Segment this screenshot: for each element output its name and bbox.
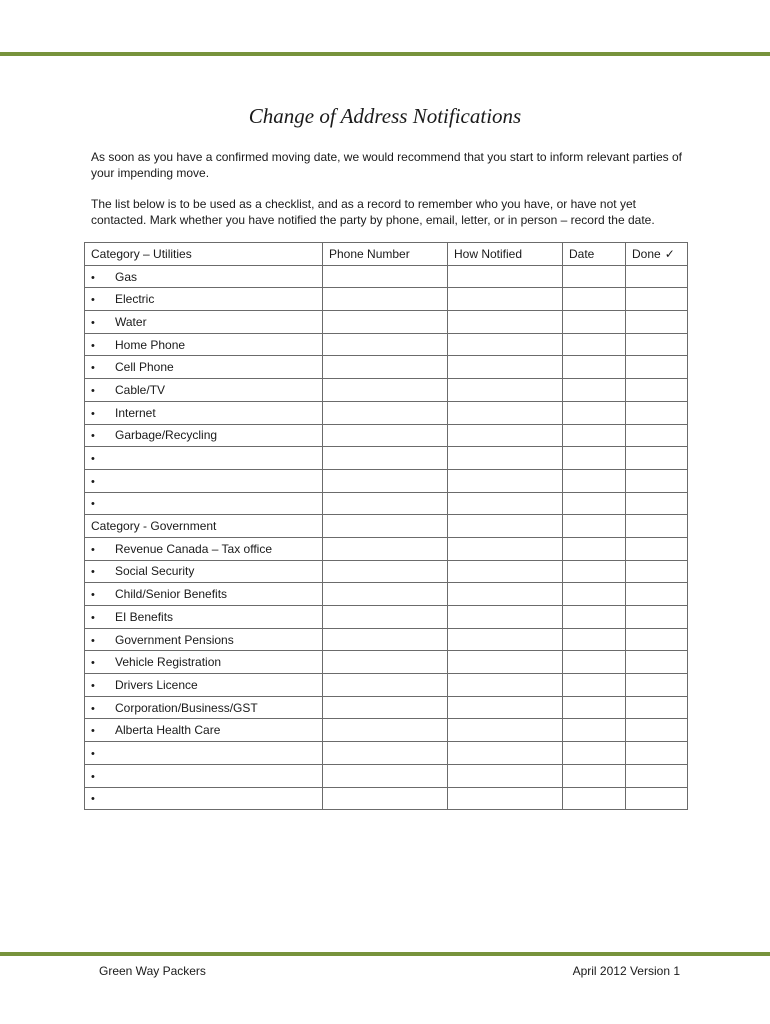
header-how-notified: How Notified — [448, 243, 563, 266]
intro-paragraph: As soon as you have a confirmed moving date, we would recommend that you start to inform relevant parties of your impending move. — [91, 150, 682, 180]
bullet-icon: • — [91, 362, 95, 375]
utilities-item-cell — [85, 379, 323, 402]
date-cell[interactable] — [563, 401, 626, 424]
item-label: Government Pensions — [115, 632, 234, 647]
how-notified-cell[interactable] — [448, 424, 563, 447]
government-item-cell — [85, 560, 323, 583]
bullet-icon: • — [91, 679, 95, 692]
government-item-cell — [85, 674, 323, 697]
how-notified-cell[interactable] — [448, 492, 563, 515]
done-cell[interactable] — [626, 696, 688, 719]
how-notified-cell[interactable] — [448, 606, 563, 629]
bullet-icon: • — [91, 611, 95, 624]
done-cell[interactable] — [626, 606, 688, 629]
done-cell[interactable] — [626, 424, 688, 447]
how-notified-cell[interactable] — [448, 356, 563, 379]
top-rule — [0, 52, 770, 56]
how-notified-cell[interactable] — [448, 787, 563, 810]
utilities-item-cell — [85, 333, 323, 356]
how-notified-cell[interactable] — [448, 696, 563, 719]
table-row — [85, 628, 688, 651]
phone-number-cell[interactable] — [323, 583, 448, 606]
done-cell[interactable] — [626, 764, 688, 787]
checklist-table — [84, 242, 688, 810]
item-label: Social Security — [115, 564, 195, 579]
date-cell[interactable] — [563, 651, 626, 674]
date-cell[interactable] — [563, 537, 626, 560]
table-row — [85, 379, 688, 402]
table-row — [85, 764, 688, 787]
table-row — [85, 356, 688, 379]
instructions-paragraph: The list below is to be used as a checklist, and as a record to remember who you have, or have not yet contacted. Mark whether you have notified the party by phone, email, letter, or in person – record the date. — [91, 197, 655, 227]
done-cell[interactable] — [626, 447, 688, 470]
government-item-cell — [85, 583, 323, 606]
category-government-row — [85, 515, 688, 538]
how-notified-cell[interactable] — [448, 719, 563, 742]
header-done — [626, 243, 688, 266]
item-label: Cable/TV — [115, 382, 166, 397]
item-label: Drivers Licence — [115, 677, 198, 692]
item-label: Electric — [115, 292, 155, 307]
header-phone-number: Phone Number — [323, 243, 448, 266]
bullet-icon: • — [91, 316, 95, 329]
how-notified-cell[interactable] — [448, 311, 563, 334]
phone-number-cell[interactable] — [323, 469, 448, 492]
table-row — [85, 674, 688, 697]
how-notified-cell[interactable] — [448, 469, 563, 492]
table-row — [85, 447, 688, 470]
done-cell[interactable] — [626, 742, 688, 765]
utilities-item-cell — [85, 469, 323, 492]
table-row — [85, 424, 688, 447]
done-cell[interactable] — [626, 333, 688, 356]
date-cell[interactable] — [563, 333, 626, 356]
phone-number-cell[interactable] — [323, 537, 448, 560]
how-notified-cell[interactable] — [448, 674, 563, 697]
date-cell[interactable] — [563, 379, 626, 402]
done-cell[interactable] — [626, 288, 688, 311]
footer-version: April 2012 Version 1 — [572, 964, 680, 978]
item-label: Garbage/Recycling — [115, 428, 218, 443]
table-row — [85, 265, 688, 288]
utilities-item-cell — [85, 288, 323, 311]
item-label: Gas — [115, 269, 138, 284]
done-cell[interactable] — [626, 787, 688, 810]
date-cell[interactable] — [563, 583, 626, 606]
date-cell[interactable] — [563, 787, 626, 810]
phone-number-cell[interactable] — [323, 628, 448, 651]
date-cell[interactable] — [563, 742, 626, 765]
utilities-item-cell — [85, 424, 323, 447]
how-notified-cell[interactable] — [448, 583, 563, 606]
done-cell[interactable] — [626, 583, 688, 606]
done-cell[interactable] — [626, 379, 688, 402]
government-item-cell — [85, 719, 323, 742]
done-cell[interactable] — [626, 560, 688, 583]
done-cell[interactable] — [626, 651, 688, 674]
bottom-rule — [0, 952, 770, 956]
how-notified-cell[interactable] — [448, 401, 563, 424]
done-cell[interactable] — [626, 674, 688, 697]
done-cell[interactable] — [626, 719, 688, 742]
done-cell[interactable] — [626, 492, 688, 515]
date-cell[interactable] — [563, 606, 626, 629]
item-label: Child/Senior Benefits — [115, 587, 228, 602]
bullet-icon: • — [91, 566, 95, 579]
date-cell[interactable] — [563, 560, 626, 583]
item-label: Home Phone — [115, 337, 186, 352]
how-notified-cell[interactable] — [448, 379, 563, 402]
bullet-icon: • — [91, 770, 95, 783]
done-cell[interactable] — [626, 401, 688, 424]
date-cell[interactable] — [563, 492, 626, 515]
date-cell[interactable] — [563, 628, 626, 651]
table-row — [85, 288, 688, 311]
phone-number-cell[interactable] — [323, 288, 448, 311]
item-label: Vehicle Registration — [115, 655, 222, 670]
table-row — [85, 719, 688, 742]
government-item-cell — [85, 651, 323, 674]
phone-number-cell[interactable] — [323, 719, 448, 742]
item-label: Alberta Health Care — [115, 723, 221, 738]
table-row — [85, 311, 688, 334]
date-cell[interactable] — [563, 515, 626, 538]
phone-number-cell[interactable] — [323, 379, 448, 402]
done-cell[interactable] — [626, 265, 688, 288]
table-row — [85, 696, 688, 719]
phone-number-cell[interactable] — [323, 764, 448, 787]
date-cell[interactable] — [563, 424, 626, 447]
bullet-icon: • — [91, 430, 95, 443]
item-label: EI Benefits — [115, 609, 174, 624]
bullet-icon: • — [91, 543, 95, 556]
utilities-item-cell — [85, 492, 323, 515]
government-item-cell — [85, 764, 323, 787]
phone-number-cell[interactable] — [323, 265, 448, 288]
table-row — [85, 787, 688, 810]
phone-number-cell[interactable] — [323, 696, 448, 719]
phone-number-cell[interactable] — [323, 606, 448, 629]
bullet-icon: • — [91, 702, 95, 715]
phone-number-cell[interactable] — [323, 492, 448, 515]
phone-number-cell[interactable] — [323, 787, 448, 810]
bullet-icon: • — [91, 725, 95, 738]
table-header-row — [85, 243, 688, 266]
government-item-cell — [85, 787, 323, 810]
bullet-icon: • — [91, 634, 95, 647]
how-notified-cell[interactable] — [448, 764, 563, 787]
how-notified-cell[interactable] — [448, 560, 563, 583]
date-cell[interactable] — [563, 719, 626, 742]
bullet-icon: • — [91, 384, 95, 397]
phone-number-cell[interactable] — [323, 515, 448, 538]
header-date: Date — [563, 243, 626, 266]
done-cell[interactable] — [626, 537, 688, 560]
how-notified-cell[interactable] — [448, 288, 563, 311]
date-cell[interactable] — [563, 288, 626, 311]
date-cell[interactable] — [563, 764, 626, 787]
bullet-icon: • — [91, 453, 95, 466]
table-row — [85, 401, 688, 424]
bullet-icon: • — [91, 747, 95, 760]
page-title: Change of Address Notifications — [248, 104, 522, 128]
item-label: Internet — [115, 405, 156, 420]
table-row — [85, 333, 688, 356]
footer-company: Green Way Packers — [99, 964, 206, 978]
date-cell[interactable] — [563, 447, 626, 470]
bullet-icon: • — [91, 793, 95, 806]
phone-number-cell[interactable] — [323, 742, 448, 765]
utilities-item-cell — [85, 265, 323, 288]
bullet-icon: • — [91, 589, 95, 602]
utilities-item-cell — [85, 356, 323, 379]
bullet-icon: • — [91, 339, 95, 352]
how-notified-cell[interactable] — [448, 515, 563, 538]
done-cell[interactable] — [626, 628, 688, 651]
bullet-icon: • — [91, 294, 95, 307]
government-item-cell — [85, 742, 323, 765]
table-row — [85, 537, 688, 560]
government-item-cell — [85, 537, 323, 560]
how-notified-cell[interactable] — [448, 537, 563, 560]
table-row — [85, 469, 688, 492]
bullet-icon: • — [91, 657, 95, 670]
category-government-label: Category - Government — [85, 515, 323, 538]
government-item-cell — [85, 628, 323, 651]
phone-number-cell[interactable] — [323, 447, 448, 470]
how-notified-cell[interactable] — [448, 651, 563, 674]
bullet-icon: • — [91, 271, 95, 284]
phone-number-cell[interactable] — [323, 356, 448, 379]
phone-number-cell[interactable] — [323, 651, 448, 674]
how-notified-cell[interactable] — [448, 333, 563, 356]
how-notified-cell[interactable] — [448, 628, 563, 651]
date-cell[interactable] — [563, 265, 626, 288]
utilities-item-cell — [85, 447, 323, 470]
how-notified-cell[interactable] — [448, 742, 563, 765]
phone-number-cell[interactable] — [323, 311, 448, 334]
table-row — [85, 651, 688, 674]
date-cell[interactable] — [563, 356, 626, 379]
done-cell[interactable] — [626, 356, 688, 379]
date-cell[interactable] — [563, 696, 626, 719]
date-cell[interactable] — [563, 311, 626, 334]
item-label: Water — [115, 314, 147, 329]
table-row — [85, 560, 688, 583]
checkmark-icon: ✓ — [664, 246, 675, 261]
how-notified-cell[interactable] — [448, 447, 563, 470]
phone-number-cell[interactable] — [323, 333, 448, 356]
done-cell[interactable] — [626, 515, 688, 538]
header-done-label: Done — [632, 246, 661, 261]
bullet-icon: • — [91, 498, 95, 511]
item-label: Cell Phone — [115, 360, 174, 375]
phone-number-cell[interactable] — [323, 560, 448, 583]
bullet-icon: • — [91, 475, 95, 488]
phone-number-cell[interactable] — [323, 401, 448, 424]
utilities-item-cell — [85, 401, 323, 424]
government-item-cell — [85, 606, 323, 629]
phone-number-cell[interactable] — [323, 424, 448, 447]
date-cell[interactable] — [563, 469, 626, 492]
done-cell[interactable] — [626, 469, 688, 492]
utilities-item-cell — [85, 311, 323, 334]
item-label: Revenue Canada – Tax office — [115, 541, 273, 556]
done-cell[interactable] — [626, 311, 688, 334]
table-row — [85, 583, 688, 606]
table-row — [85, 742, 688, 765]
bullet-icon: • — [91, 407, 95, 420]
table-row — [85, 606, 688, 629]
government-item-cell — [85, 696, 323, 719]
item-label: Corporation/Business/GST — [115, 700, 258, 715]
table-row — [85, 492, 688, 515]
phone-number-cell[interactable] — [323, 674, 448, 697]
date-cell[interactable] — [563, 674, 626, 697]
header-category-utilities: Category – Utilities — [85, 243, 323, 266]
how-notified-cell[interactable] — [448, 265, 563, 288]
